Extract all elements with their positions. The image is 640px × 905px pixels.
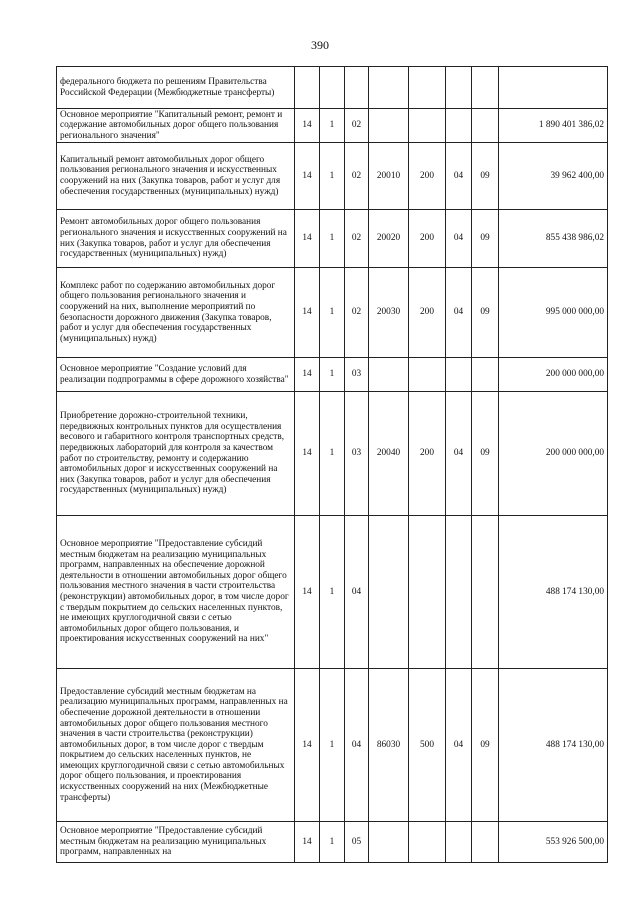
measure-code <box>345 67 369 109</box>
row-description: Приобретение дорожно-строительной техники, передвижных контрольных пунктов для осуществления весового и габаритного контроля транспортных средств, передвижных лабораторий для контроля за качеством работ по строительству, ремонту и содержанию автомобильных дорог и искусственных сооружений на них (Закупка товаров, работ и услуг для обеспечения государственных (муниципальных) нужд) <box>57 392 295 516</box>
subprogram-code: 1 <box>320 516 345 669</box>
measure-code: 02 <box>345 109 369 143</box>
expense-type-code: 200 <box>409 143 446 210</box>
measure-code: 03 <box>345 392 369 516</box>
direction-code <box>369 109 409 143</box>
measure-code: 04 <box>345 516 369 669</box>
direction-code: 20030 <box>369 268 409 358</box>
direction-code <box>369 67 409 109</box>
expense-type-code <box>409 516 446 669</box>
expense-type-code: 200 <box>409 210 446 268</box>
row-description: федерального бюджета по решениям Правительства Российской Федерации (Межбюджетные трансферты) <box>57 67 295 109</box>
row-description: Основное мероприятие "Создание условий для реализации подпрограммы в сфере дорожного хозяйства" <box>57 358 295 392</box>
page-number: 390 <box>311 38 329 52</box>
row-description: Основное мероприятие "Предоставление субсидий местным бюджетам на реализацию муниципальных программ, направленных на обеспечение дорожной деятельности в отношении автомобильных дорог общего пользования местного значения в части строительства (реконструкции) автомобильных дорог, в том числе дорог с твердым покрытием до сельских населенных пунктов, не имеющих круглогодичной связи с сетью автомобильных дорог общего пользования, и проектирования искусственных сооружений на них" <box>57 516 295 669</box>
table-row <box>57 143 608 210</box>
expense-type-code <box>409 109 446 143</box>
direction-code: 86030 <box>369 669 409 822</box>
direction-code: 20020 <box>369 210 409 268</box>
row-description: Капитальный ремонт автомобильных дорог общего пользования регионального значения и искусственных сооружений на них (Закупка товаров, работ и услуг для обеспечения государственных (муниципальных) нужд) <box>57 143 295 210</box>
row-description: Ремонт автомобильных дорог общего пользования регионального значения и искусственных сооружений на них (Закупка товаров, работ и услуг для обеспечения государственных (муниципальных) нужд) <box>57 210 295 268</box>
expense-type-code <box>409 358 446 392</box>
measure-code: 03 <box>345 358 369 392</box>
amount-value <box>499 67 608 109</box>
table-row <box>57 67 608 109</box>
amount-value: 200 000 000,00 <box>499 358 608 392</box>
section-code: 04 <box>446 143 472 210</box>
program-code <box>295 67 320 109</box>
section-code <box>446 358 472 392</box>
row-description: Основное мероприятие "Капитальный ремонт, ремонт и содержание автомобильных дорог общего пользования регионального значения" <box>57 109 295 143</box>
program-code: 14 <box>295 268 320 358</box>
table-row <box>57 669 608 822</box>
amount-value: 1 890 401 386,02 <box>499 109 608 143</box>
subsection-code <box>472 516 499 669</box>
program-code: 14 <box>295 358 320 392</box>
direction-code <box>369 358 409 392</box>
table-row <box>57 822 608 863</box>
table-row <box>57 210 608 268</box>
row-description: Комплекс работ по содержанию автомобильных дорог общего пользования регионального значения и сооружений на них, выполнение мероприятий по безопасности дорожного движения (Закупка товаров, работ и услуг для обеспечения государственных (муниципальных) нужд) <box>57 268 295 358</box>
program-code: 14 <box>295 516 320 669</box>
subsection-code <box>472 67 499 109</box>
program-code: 14 <box>295 109 320 143</box>
amount-value: 488 174 130,00 <box>499 669 608 822</box>
measure-code: 02 <box>345 143 369 210</box>
measure-code: 05 <box>345 822 369 863</box>
subsection-code <box>472 109 499 143</box>
subsection-code: 09 <box>472 268 499 358</box>
budget-table <box>56 66 608 863</box>
program-code: 14 <box>295 822 320 863</box>
subprogram-code: 1 <box>320 210 345 268</box>
amount-value: 39 962 400,00 <box>499 143 608 210</box>
subsection-code: 09 <box>472 669 499 822</box>
table-row <box>57 516 608 669</box>
section-code: 04 <box>446 669 472 822</box>
amount-value: 553 926 500,00 <box>499 822 608 863</box>
subprogram-code: 1 <box>320 109 345 143</box>
expense-type-code <box>409 67 446 109</box>
subsection-code <box>472 822 499 863</box>
measure-code: 02 <box>345 268 369 358</box>
subprogram-code: 1 <box>320 268 345 358</box>
direction-code <box>369 822 409 863</box>
row-description: Основное мероприятие "Предоставление субсидий местным бюджетам на реализацию муниципальных программ, направленных на <box>57 822 295 863</box>
amount-value: 488 174 130,00 <box>499 516 608 669</box>
subsection-code: 09 <box>472 210 499 268</box>
table-row <box>57 358 608 392</box>
table-row <box>57 109 608 143</box>
expense-type-code: 200 <box>409 392 446 516</box>
subprogram-code <box>320 67 345 109</box>
subsection-code: 09 <box>472 143 499 210</box>
row-description: Предоставление субсидий местным бюджетам на реализацию муниципальных программ, направленных на обеспечение дорожной деятельности в отношении автомобильных дорог общего пользования местного значения в части строительства (реконструкции) автомобильных дорог, в том числе дорог с твердым покрытием до сельских населенных пунктов, не имеющих круглогодичной связи с сетью автомобильных дорог общего пользования, и проектирования искусственных сооружений на них (Межбюджетные трансферты) <box>57 669 295 822</box>
subsection-code: 09 <box>472 392 499 516</box>
section-code: 04 <box>446 210 472 268</box>
section-code: 04 <box>446 268 472 358</box>
subprogram-code: 1 <box>320 392 345 516</box>
program-code: 14 <box>295 210 320 268</box>
section-code <box>446 822 472 863</box>
measure-code: 04 <box>345 669 369 822</box>
subprogram-code: 1 <box>320 669 345 822</box>
section-code <box>446 109 472 143</box>
program-code: 14 <box>295 143 320 210</box>
direction-code: 20010 <box>369 143 409 210</box>
subprogram-code: 1 <box>320 822 345 863</box>
table-body <box>57 67 608 863</box>
expense-type-code: 200 <box>409 268 446 358</box>
direction-code: 20040 <box>369 392 409 516</box>
table-row <box>57 268 608 358</box>
subprogram-code: 1 <box>320 143 345 210</box>
amount-value: 200 000 000,00 <box>499 392 608 516</box>
program-code: 14 <box>295 392 320 516</box>
section-code <box>446 67 472 109</box>
measure-code: 02 <box>345 210 369 268</box>
direction-code <box>369 516 409 669</box>
subsection-code <box>472 358 499 392</box>
section-code <box>446 516 472 669</box>
table-row <box>57 392 608 516</box>
amount-value: 855 438 986,02 <box>499 210 608 268</box>
subprogram-code: 1 <box>320 358 345 392</box>
expense-type-code <box>409 822 446 863</box>
expense-type-code: 500 <box>409 669 446 822</box>
amount-value: 995 000 000,00 <box>499 268 608 358</box>
section-code: 04 <box>446 392 472 516</box>
program-code: 14 <box>295 669 320 822</box>
